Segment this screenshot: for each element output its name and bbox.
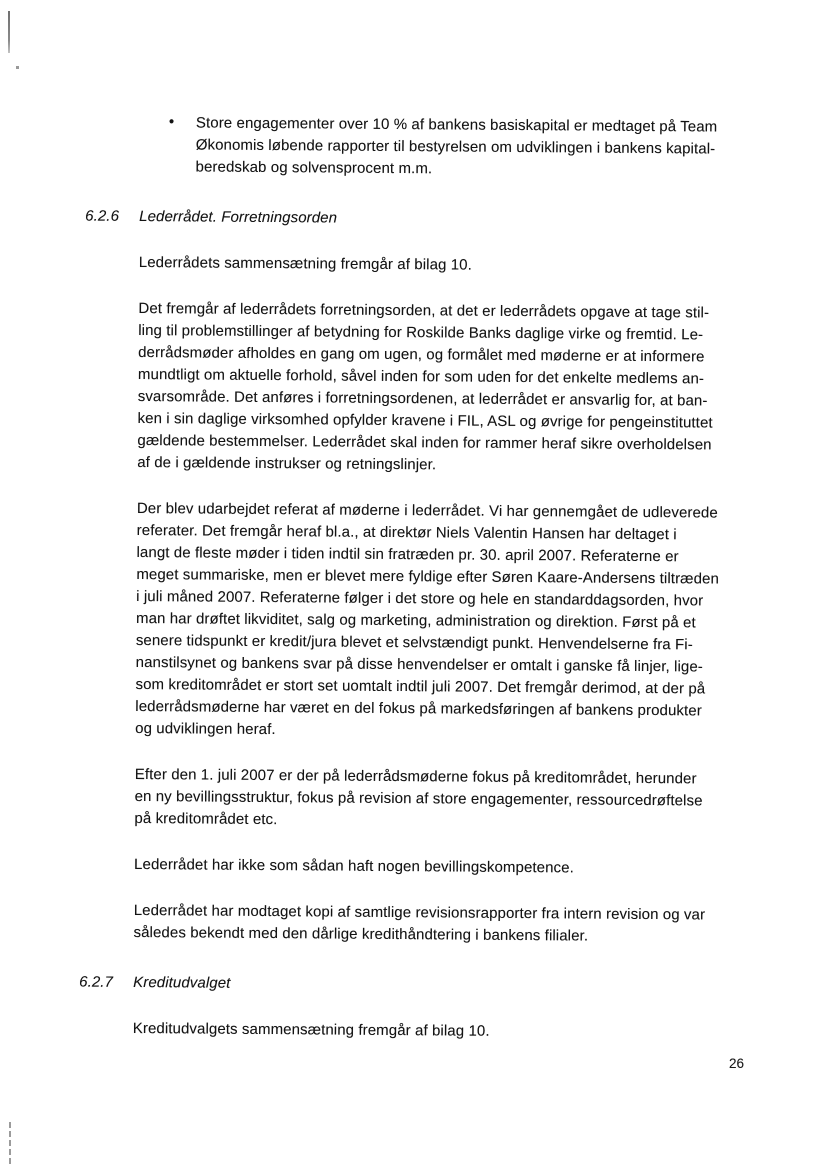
scan-artifact-line-icon (8, 11, 10, 53)
section-number: 6.2.7 (79, 973, 114, 991)
bullet-list-item (139, 112, 743, 183)
paragraph: Det fremgår af lederrådets forretningsorden, at det er lederrådets opgave at tage stil- ling til problemstillinger af betydning for Roskilde Banks daglige virke og fremtid. Le- derrådsmøder afholdes en gang om ugen, og formålet med møderne er at informere mundtligt om aktuelle forhold, såvel inden for som uden for det enkelte medlems an- svarsområde. Det anføres i forretningsordenen, at lederrådet er ansvarlig for, at ban- ken i sin daglige virksomhed opfylder kravene i FIL, ASL og øvrige for pengeinstituttet gældende bestemmelser. Lederrådet skal inden for rammer heraf sikre overholdelsen af de i gældende instrukser og retningslinjer. (137, 299, 713, 474)
page-number: 26 (728, 1056, 744, 1071)
section-title: Kreditudvalget (133, 973, 231, 992)
paragraph: Kreditudvalgets sammensætning fremgår af bilag 10. (132, 1019, 490, 1040)
paragraph: Lederrådets sammensætning fremgår af bilag 10. (138, 253, 472, 274)
section-heading (85, 206, 743, 233)
section-6-2-6 (85, 206, 743, 949)
paragraph: Efter den 1. juli 2007 er der på lederrådsmøderne fokus på kreditområdet, herunder en ny bevillingsstruktur, fokus på revision af store engagementer, ressourcedrøftelse på kreditområdet etc. (134, 765, 703, 829)
paragraph: Lederrådet har modtaget kopi af samtlige revisionsrapporter fra intern revision og var således bekendt med den dårlige kredithåndtering i bankens filialer. (133, 901, 706, 945)
paragraph: Lederrådet har ikke som sådan haft nogen bevillingskompetence. (134, 855, 574, 877)
page-content (79, 112, 744, 1045)
section-title: Lederrådet. Forretningsorden (139, 207, 338, 227)
paragraph: Der blev udarbejdet referat af møderne i lederrådet. Vi har gennemgået de udleverede referater. Det fremgår heraf bl.a., at direktør Niels Valentin Hansen har deltaget i langt de fleste møder i tiden indtil sin fratræden pr. 30. april 2007. Referaterne er meget summariske, men er blevet mere fyldige efter Søren Kaare-Andersens tiltræden i juli måned 2007. Referaterne følger i det store og hele en standarddagsorden, hvor man har drøftet likviditet, salg og marketing, administration og direktion. Først på et senere tidspunkt er kredit/jura blevet et selvstændigt punkt. Henvendelserne fra Fi- nanstilsynet og bankens svar på disse henvendelser er omtalt i ganske få linjer, lige- som kreditområdet er stort set uomtalt indtil juli 2007. Det fremgår derimod, at der på lederrådsmøderne har været en del fokus på markedsføringen af bankens produkter og udviklingen heraf. (135, 499, 720, 739)
section-6-2-7 (79, 972, 738, 1045)
section-number: 6.2.6 (85, 207, 120, 225)
bullet-item-text: Store engagementer over 10 % af bankens basiskapital er medtaget på Team Økonomis løbende rapporter til bestyrelsen om udviklingen i bankens kapital- beredskab og solvensprocent m.m. (195, 114, 718, 178)
bullet-marker: • (168, 113, 175, 131)
scan-artifact-dashed-line-icon (9, 1122, 11, 1164)
section-heading (79, 972, 737, 999)
scan-artifact-dot-icon (16, 66, 19, 69)
